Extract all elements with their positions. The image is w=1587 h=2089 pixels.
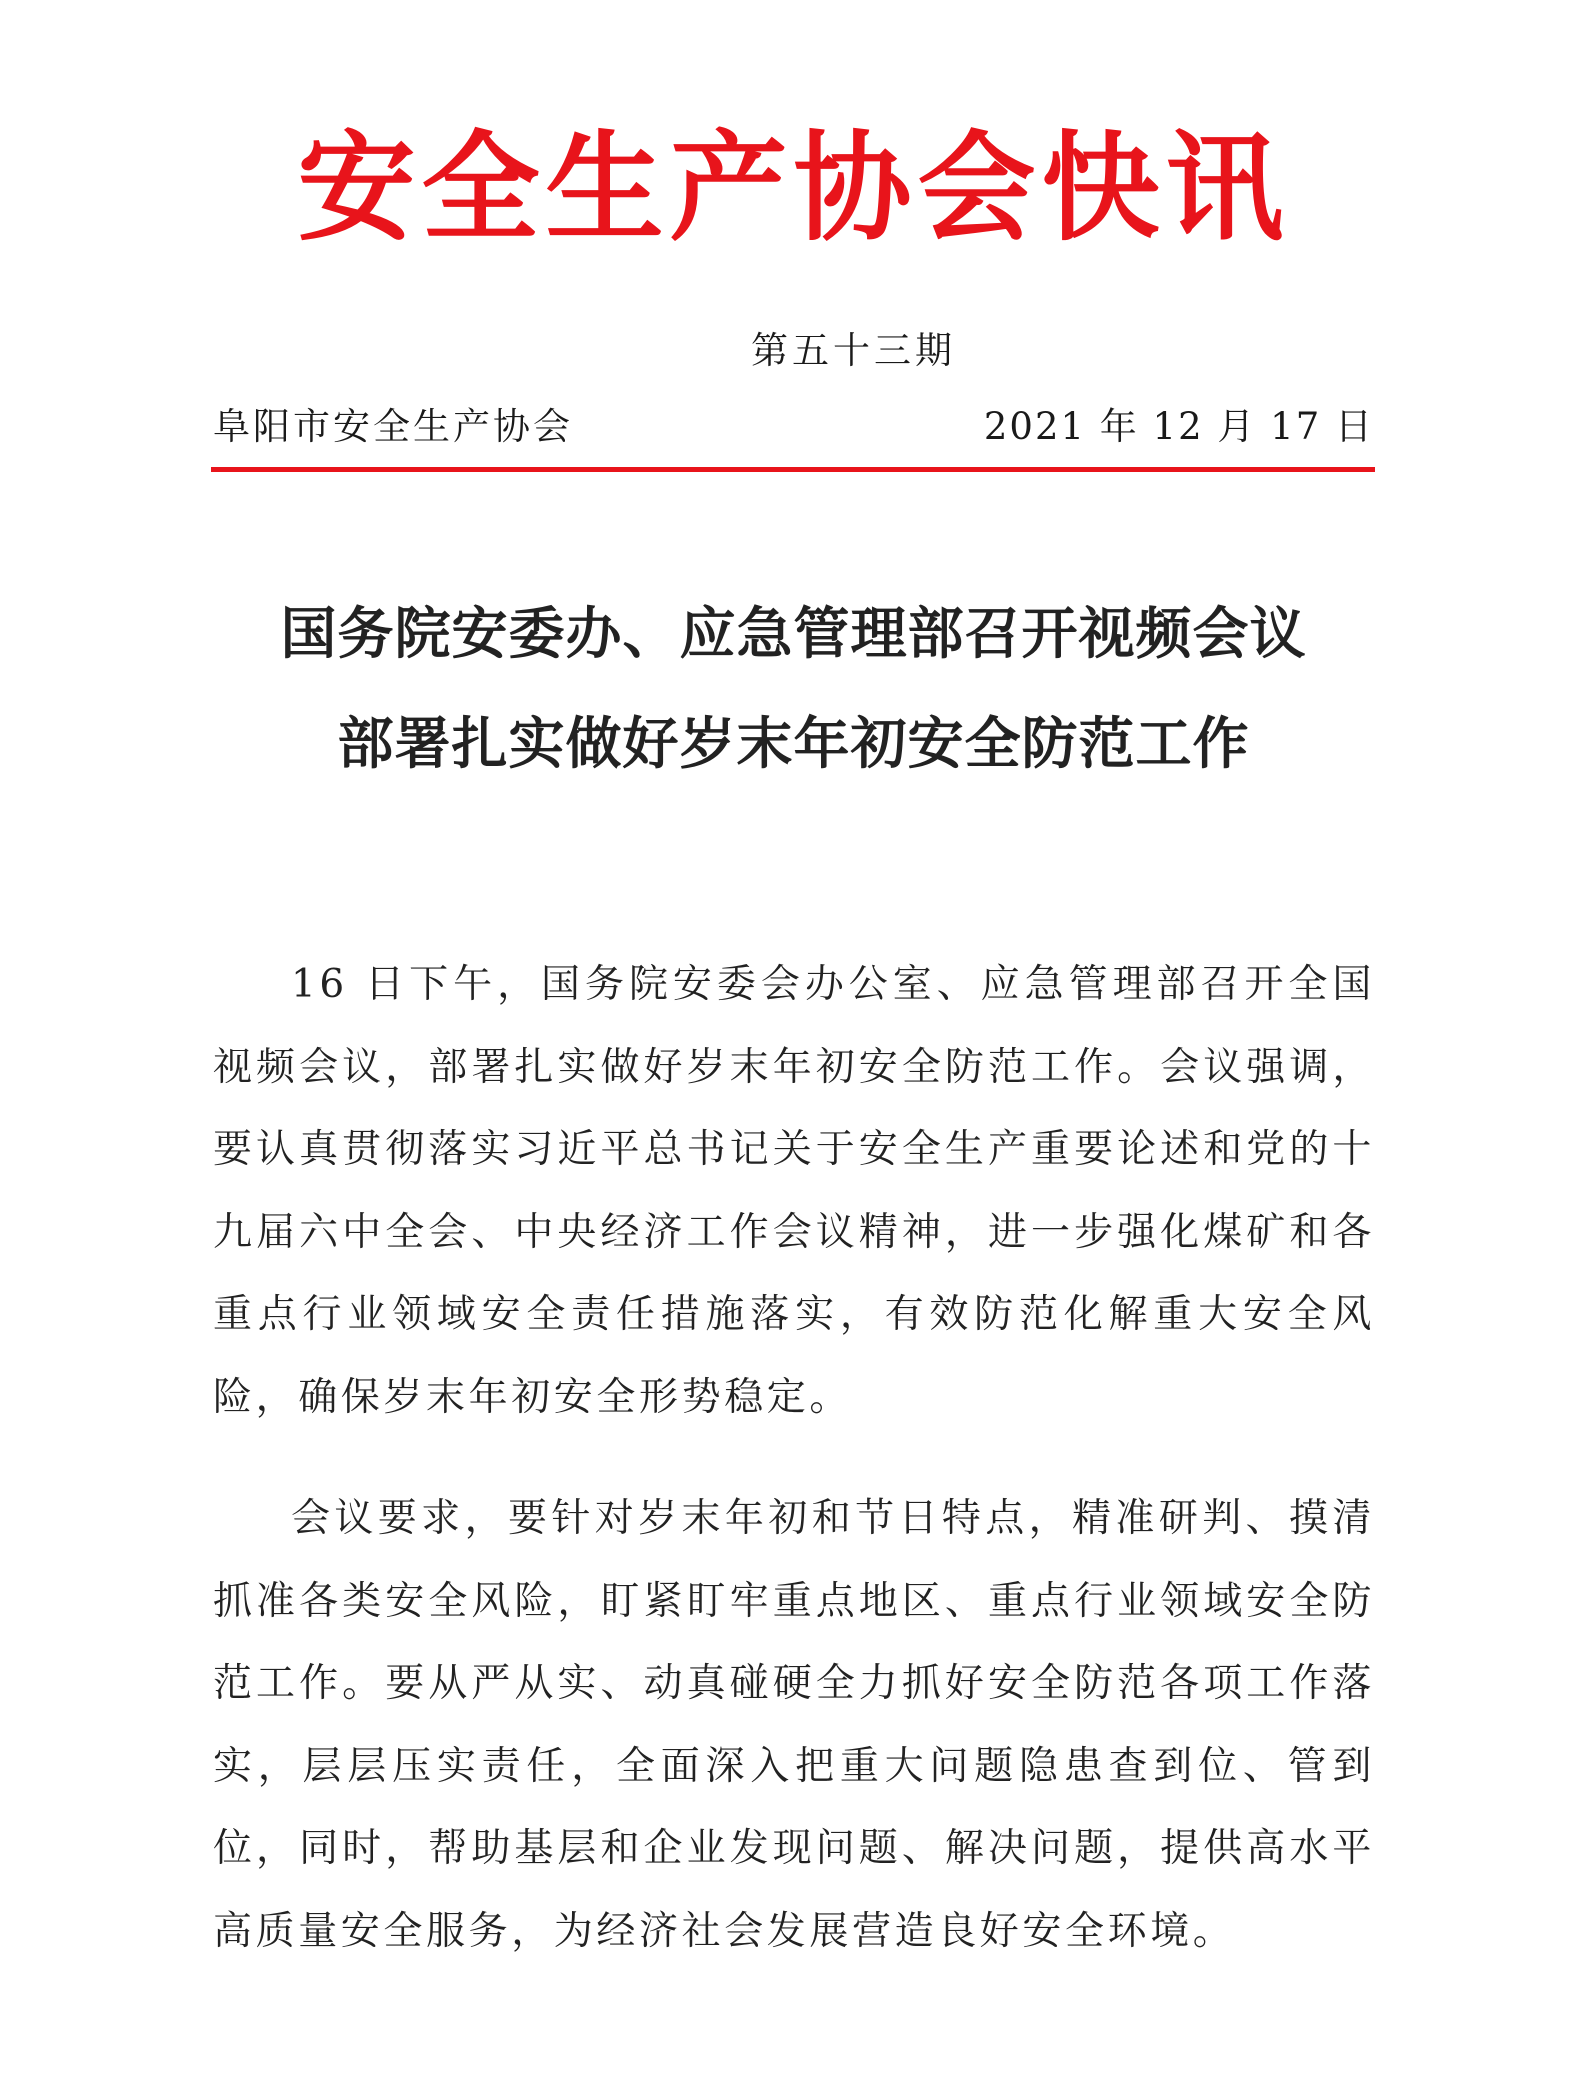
masthead-divider — [211, 467, 1375, 472]
issue-number: 第五十三期 — [751, 329, 956, 372]
issue-date: 2021 年 12 月 17 日 — [983, 405, 1374, 448]
masthead-meta-row — [213, 402, 1374, 452]
article-headline-line-1: 国务院安委办、应急管理部召开视频会议 — [280, 602, 1307, 667]
masthead-title: 安全生产协会快讯 — [297, 118, 1290, 257]
article-headline-line-2: 部署扎实做好岁末年初安全防范工作 — [337, 712, 1250, 777]
article-paragraph: 会议要求，要针对岁末年初和节日特点，精准研判、摸清抓准各类安全风险，盯紧盯牢重点地区、重点行业领域安全防范工作。要从严从实、动真碰硬全力抓好安全防范各项工作落实，层层压实责任，全面深入把重大问题隐患查到位、管到位，同时，帮助基层和企业发现问题、解决问题，提供高水平高质量安全服务，为经济社会发展营造良好安全环境。 — [213, 1496, 1375, 1954]
article-paragraph: 16 日下午，国务院安委会办公室、应急管理部召开全国视频会议，部署扎实做好岁末年初安全防范工作。会议强调，要认真贯彻落实习近平总书记关于安全生产重要论述和党的十九届六中全会、中央经济工作会议精神，进一步强化煤矿和各重点行业领域安全责任措施落实，有效防范化解重大安全风险，确保岁末年初安全形势稳定。 — [213, 962, 1375, 1420]
publisher-name: 阜阳市安全生产协会 — [213, 405, 573, 448]
